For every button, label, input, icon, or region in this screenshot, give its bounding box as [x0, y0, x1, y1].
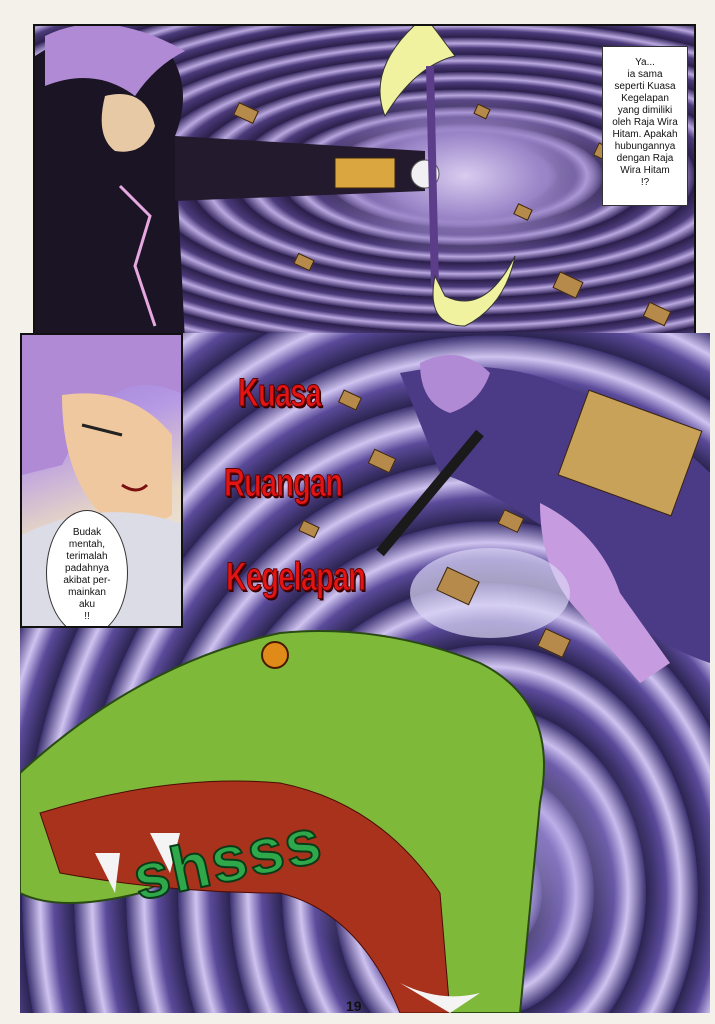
- caption-line: seperti Kuasa: [614, 81, 676, 92]
- scythe-staff: [430, 66, 435, 286]
- page-number: 19: [346, 998, 362, 1014]
- caption-line: Wira Hitam: [620, 165, 670, 176]
- caption-line: Hitam. Apakah: [612, 129, 678, 140]
- panel-left-closeup: [20, 333, 183, 628]
- closeup-face: [62, 393, 172, 525]
- caption-line: dengan Raja: [616, 153, 674, 164]
- caption-line: hubungannya: [614, 141, 676, 152]
- caption-line: oleh Raja Wira: [612, 117, 678, 128]
- sfx-kegelapan: Kegelapan: [226, 555, 366, 599]
- bubble-line: !!: [84, 611, 90, 622]
- speech-bubble: [46, 510, 128, 628]
- bubble-line: terimalah: [66, 551, 108, 562]
- sfx-shsss: shsss: [126, 803, 329, 915]
- panel-top-vortex: [33, 24, 696, 340]
- caption-line: !?: [640, 177, 650, 188]
- bubble-line: padahnya: [65, 563, 109, 574]
- bracer: [335, 158, 395, 188]
- sfx-ruangan: Ruangan: [224, 461, 343, 505]
- caption-box: [602, 46, 688, 206]
- bubble-line: akibat per-: [63, 575, 111, 586]
- caption-line: Ya...: [635, 57, 655, 68]
- bubble-line: Budak: [72, 527, 102, 538]
- caption-line: ia sama: [627, 69, 663, 80]
- bubble-line: mentah,: [68, 539, 106, 550]
- bubble-line: mainkan: [68, 587, 106, 598]
- scythe-lower-blade: [433, 256, 515, 326]
- caption-line: yang dimiliki: [617, 105, 673, 116]
- caption-line: Kegelapan: [621, 93, 669, 104]
- scythe-staff-main: [380, 433, 480, 553]
- sfx-kuasa: Kuasa: [238, 371, 321, 415]
- scythe-upper-blade: [380, 26, 455, 116]
- vortex-art: [35, 26, 696, 340]
- snake-eye: [262, 642, 288, 668]
- bubble-line: aku: [78, 599, 96, 610]
- dark-energy-swirl: [410, 548, 570, 638]
